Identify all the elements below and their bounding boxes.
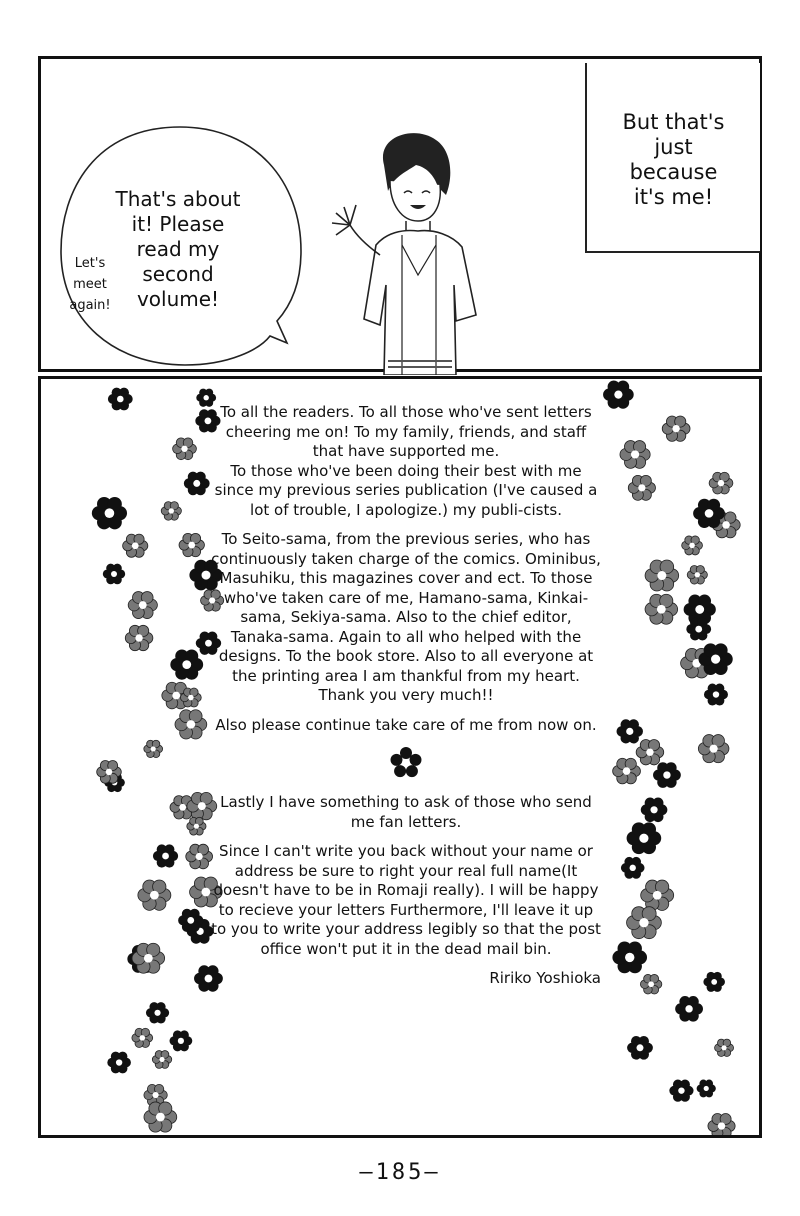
flower-icon [641, 797, 668, 822]
flower-icon [697, 1080, 716, 1098]
afterword-paragraph: Since I can't write you back without your name or address be sure to right your real full name(It doesn't have to be in Romaji really). I will be happy to recieve your letters Furthermore, I'll leave it up to you to write your address legibly so that the post office won't put it in the dead mail bin. [211, 842, 601, 958]
afterword-message [211, 403, 601, 999]
flower-icon [132, 943, 165, 973]
flower-icon [653, 762, 681, 788]
flower-icon [603, 381, 634, 409]
flower-icon [153, 844, 178, 867]
flower-icon [175, 710, 207, 739]
flower-icon [144, 1102, 177, 1132]
flower-icon [645, 594, 678, 624]
flower-icon [704, 684, 728, 706]
flower-icon [97, 761, 122, 784]
flower-icon [187, 817, 206, 835]
flower-icon [669, 1080, 693, 1102]
flower-icon [628, 475, 655, 500]
flower-icon [123, 534, 148, 557]
flower-icon [144, 740, 163, 757]
flower-icon [703, 972, 725, 992]
flower-icon [125, 625, 153, 650]
flower-icon [620, 441, 650, 469]
flower-icon [173, 438, 197, 460]
flower-icon [388, 745, 424, 781]
flower-icon [184, 472, 210, 496]
flower-icon [146, 1002, 169, 1023]
flower-icon [617, 719, 643, 743]
afterword-paragraph: To all the readers. To all those who've sent letters cheering me on! To my family, friends, and staff that have supported me. To those who've been doing their best with me since my previous series publication (I've caused a lot of trouble, I apologize.) my publi-cists. [214, 403, 598, 519]
flower-icon [152, 1051, 171, 1069]
flower-icon [708, 1114, 735, 1135]
flower-border-right [597, 379, 747, 1135]
flower-icon [698, 735, 729, 763]
aside-text: Let's meet again! [69, 256, 111, 313]
flower-icon [103, 564, 125, 585]
flower-icon [645, 560, 679, 591]
narration-caption-text: But that's just because it's me! [622, 110, 725, 209]
flower-icon [709, 472, 733, 494]
flower-icon [186, 844, 213, 869]
flower-icon [627, 1036, 653, 1060]
flower-icon [612, 942, 647, 974]
flower-icon [170, 649, 203, 679]
flower-icon [640, 974, 661, 994]
author-signature: Ririko Yoshioka [489, 969, 601, 987]
afterword-paragraph: Lastly I have something to ask of those who send me fan letters. [220, 793, 592, 831]
flower-icon [128, 592, 157, 619]
flower-icon [675, 996, 703, 1022]
flower-icon [108, 388, 133, 411]
afterword-paragraph: Also please continue take care of me from now on. [215, 715, 597, 734]
flower-icon [180, 688, 201, 707]
flower-icon [715, 1039, 734, 1056]
flower-icon [613, 758, 641, 784]
flower-icon [107, 1052, 131, 1074]
flower-icon [687, 565, 707, 584]
flower-icon [169, 1030, 192, 1051]
flower-icon [627, 822, 662, 854]
afterword-paragraph: To Seito-sama, from the previous series, who has continuously taken charge of the comics. Ominibus, Masuhiku, this magazines cover and ect. To those who've taken care of me, Hamano-sama, Kinkai-sama, Sekiya-sama. Also to the chief editor, Tanaka-sama. Again to all who helped with the designs. To the book store. Also to all everyone at the printing area I am thankful from my heart. Thank you very much!! [211, 530, 601, 704]
character-illustration [306, 125, 506, 375]
flower-icon [682, 536, 703, 555]
flower-icon [641, 880, 674, 910]
page-number: —185— [359, 1160, 441, 1185]
speech-bubble-text: That's about it! Please read my second volume! [115, 187, 241, 311]
flower-icon [161, 502, 181, 521]
narration-caption-box [585, 63, 760, 253]
top-panel [38, 56, 762, 372]
flower-icon [621, 857, 645, 879]
flower-icon [179, 533, 204, 556]
flower-icon [636, 740, 664, 765]
flower-icon [92, 497, 127, 529]
bottom-panel [38, 376, 762, 1138]
flower-icon [138, 880, 171, 910]
flower-icon [627, 907, 662, 939]
flower-icon [662, 416, 690, 441]
flower-icon [132, 1028, 153, 1047]
